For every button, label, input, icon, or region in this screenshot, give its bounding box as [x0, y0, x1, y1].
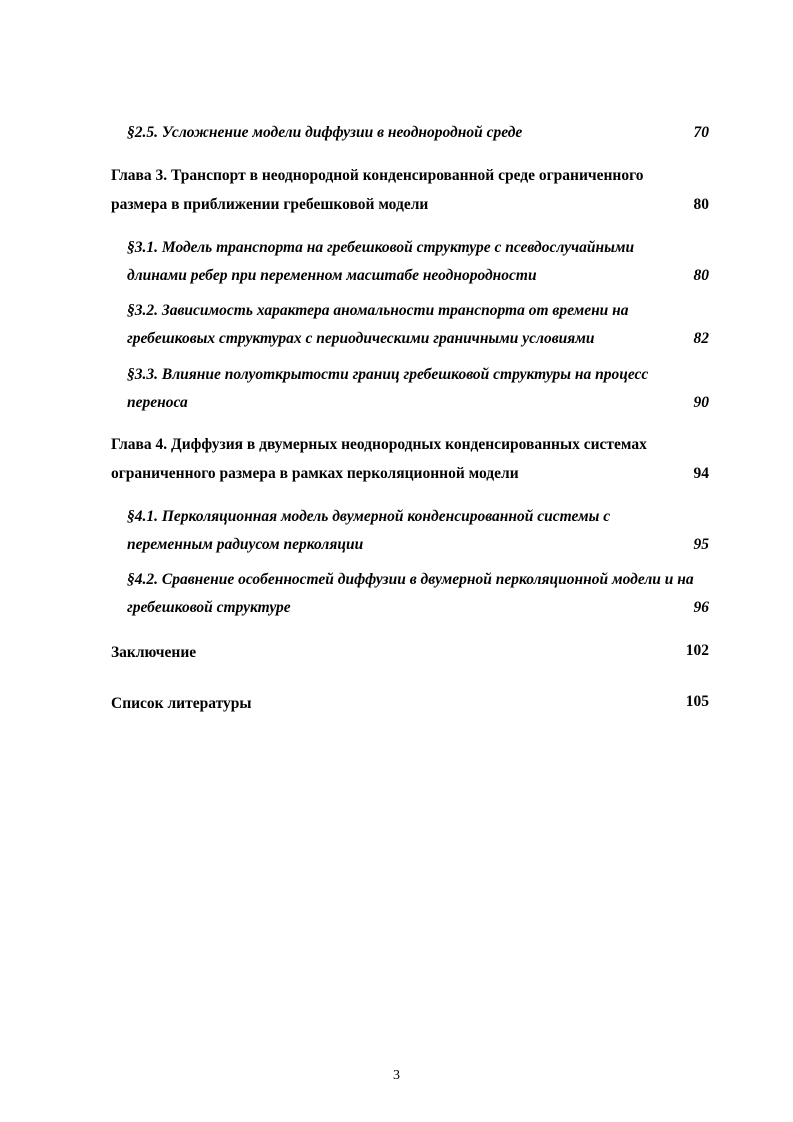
toc-entry-page: 90	[693, 394, 709, 411]
toc-entry-page: 94	[693, 465, 709, 482]
toc-entry-title-line: §3.3. Влияние полуоткрытости границ гребешковой структуры на процесс	[127, 366, 649, 383]
toc-entry-title-line: §3.1. Модель транспорта на гребешковой структуре с псевдослучайными	[127, 239, 635, 256]
toc-entry-title-line: §2.5. Усложнение модели диффузии в неоднородной среде	[127, 124, 523, 141]
toc-entry-page: 102	[685, 642, 709, 659]
toc-entry-title-line: Глава 4. Диффузия в двумерных неоднородных конденсированных системах	[111, 436, 647, 453]
toc-entry-page: 95	[693, 536, 709, 553]
toc-entry-title-line: длинами ребер при переменном масштабе неоднородности	[127, 267, 537, 284]
toc-entry-title-line: §4.1. Перколяционная модель двумерной конденсированной системы с	[127, 508, 611, 525]
toc-entry-title-line: §3.2. Зависимость характера аномальности транспорта от времени на	[127, 302, 629, 319]
toc-entry-page: 82	[693, 330, 709, 347]
toc-entry-title-line: размера в приближении гребешковой модели	[111, 196, 429, 213]
toc-entry-title-line: Список литературы	[111, 695, 252, 712]
toc-entry-page: 70	[693, 124, 709, 141]
toc-entry-page: 80	[693, 267, 709, 284]
toc-entry-title-line: гребешковой структуре	[127, 599, 291, 616]
toc-entry-title-line: ограниченного размера в рамках перколяционной модели	[111, 465, 519, 482]
toc-entry-title-line: Глава 3. Транспорт в неоднородной конденсированной среде ограниченного	[111, 167, 644, 184]
toc-entry-page: 96	[693, 599, 709, 616]
page-number: 3	[393, 1068, 400, 1083]
toc-entry-page: 80	[693, 196, 709, 213]
toc-entry-title-line: гребешковых структурах с периодическими граничными условиями	[127, 330, 595, 347]
toc-entry-title-line: переноса	[127, 394, 188, 411]
toc-entry-title-line: переменным радиусом перколяции	[127, 536, 364, 553]
toc-entry-page: 105	[685, 693, 709, 710]
toc-entry-title-line: Заключение	[111, 644, 197, 661]
toc-entry-title-line: §4.2. Сравнение особенностей диффузии в двумерной перколяционной модели и на	[127, 571, 694, 588]
